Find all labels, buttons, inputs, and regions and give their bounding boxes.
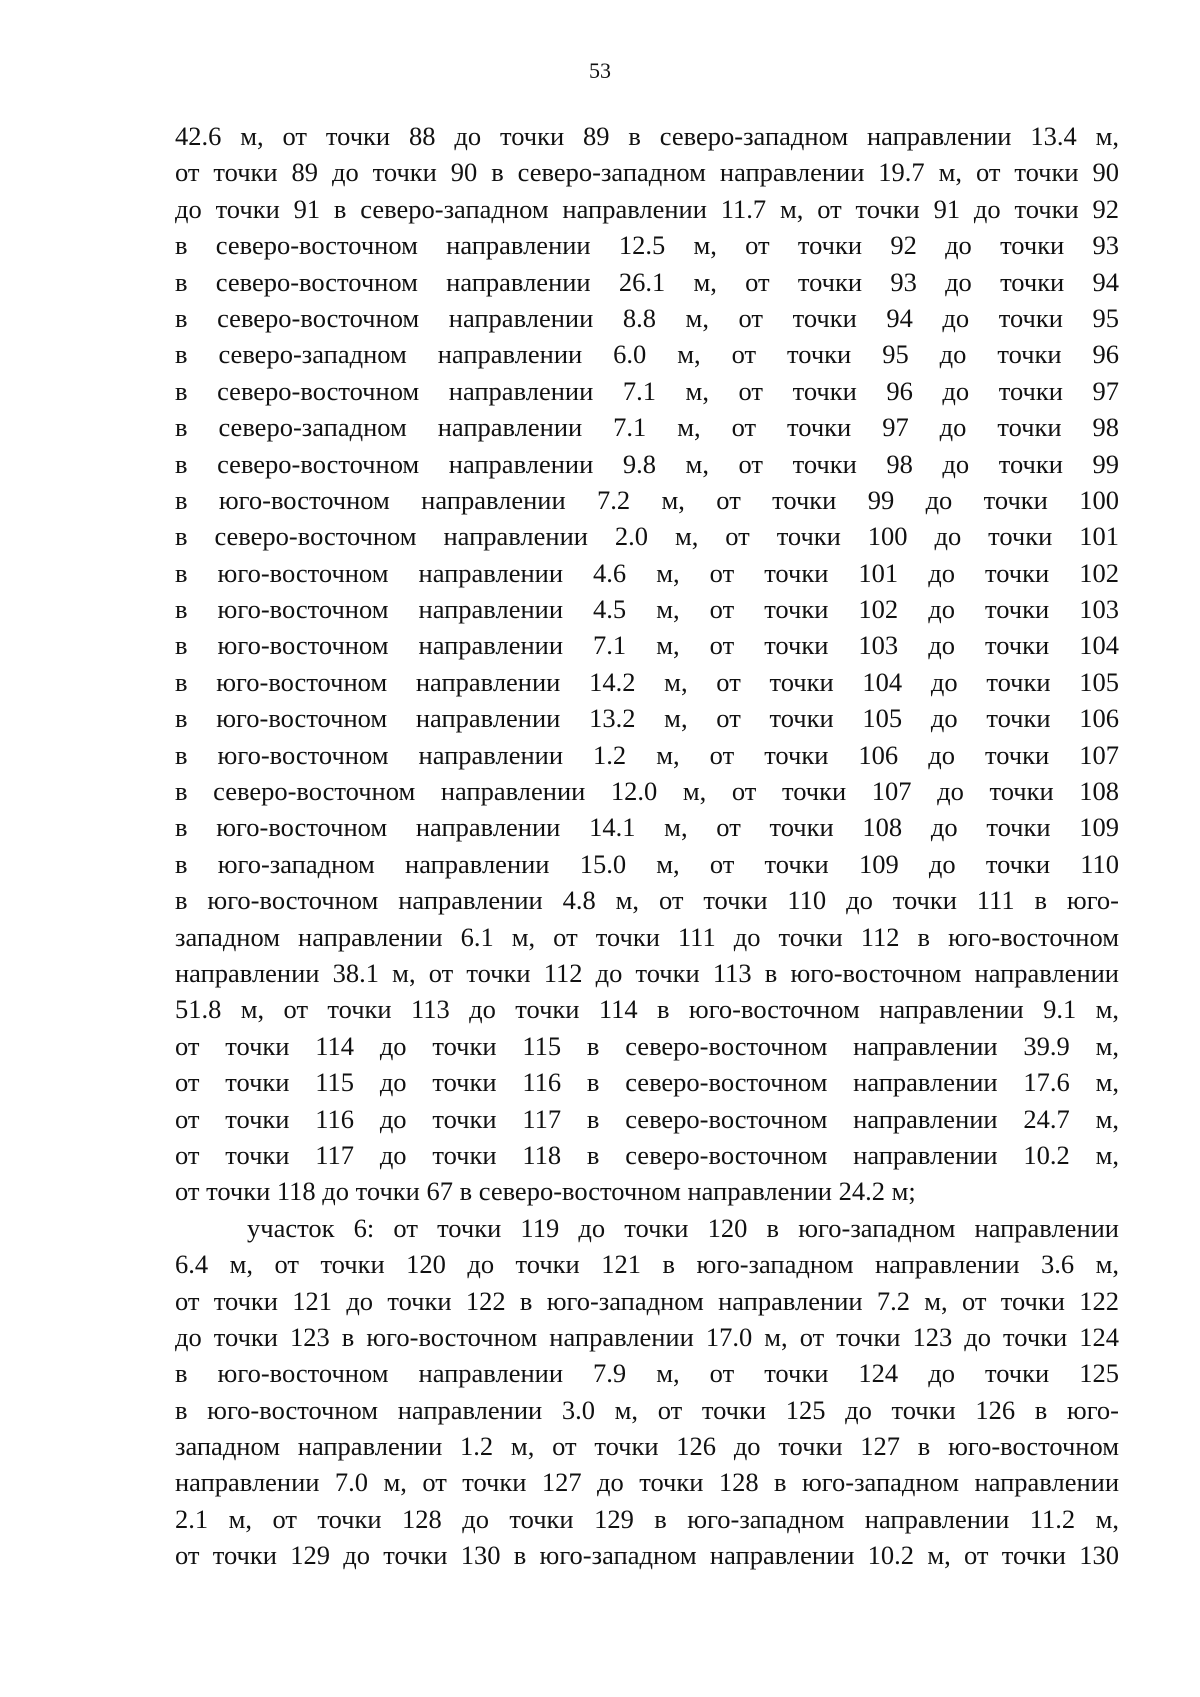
text-line: от точки 89 до точки 90 в северо-западном направлении 19.7 м, от точки 90 — [175, 157, 1119, 188]
text-line: в северо-западном направлении 6.0 м, от точки 95 до точки 96 — [175, 339, 1119, 370]
text-line: в юго-восточном направлении 13.2 м, от точки 105 до точки 106 — [175, 703, 1119, 734]
text-line: от точки 114 до точки 115 в северо-восточном направлении 39.9 м, — [175, 1030, 1119, 1061]
text-line: от точки 117 до точки 118 в северо-восточном направлении 10.2 м, — [175, 1139, 1119, 1170]
text-line: в северо-восточном направлении 7.1 м, от точки 96 до точки 97 — [175, 375, 1119, 406]
text-line: от точки 118 до точки 67 в северо-восточном направлении 24.2 м; — [175, 1176, 916, 1207]
text-line: в юго-восточном направлении 14.2 м, от точки 104 до точки 105 — [175, 666, 1119, 697]
text-line: 42.6 м, от точки 88 до точки 89 в северо-западном направлении 13.4 м, — [175, 121, 1119, 151]
text-line: от точки 115 до точки 116 в северо-восточном направлении 17.6 м, — [175, 1067, 1119, 1098]
text-line: в северо-восточном направлении 8.8 м, от точки 94 до точки 95 — [175, 302, 1119, 333]
text-line: в северо-восточном направлении 12.5 м, от точки 92 до точки 93 — [175, 230, 1119, 261]
text-line: в юго-восточном направлении 7.9 м, от точки 124 до точки 125 — [175, 1358, 1119, 1389]
text-line: в северо-восточном направлении 2.0 м, от точки 100 до точки 101 — [175, 521, 1119, 552]
text-line: в юго-восточном направлении 7.1 м, от точки 103 до точки 104 — [175, 630, 1119, 661]
text-line: до точки 91 в северо-западном направлении 11.7 м, от точки 91 до точки 92 — [175, 193, 1119, 224]
page-number: 53 — [589, 58, 611, 83]
text-line: в северо-восточном направлении 9.8 м, от точки 98 до точки 99 — [175, 448, 1119, 479]
text-line: западном направлении 6.1 м, от точки 111 до точки 112 в юго-восточном — [175, 921, 1119, 952]
paragraph — [175, 118, 1119, 1210]
document-body — [175, 118, 1119, 1574]
text-line: в юго-восточном направлении 4.5 м, от точки 102 до точки 103 — [175, 594, 1119, 625]
paragraph — [175, 1210, 1119, 1574]
text-line: в юго-восточном направлении 3.0 м, от точки 125 до точки 126 в юго- — [175, 1394, 1119, 1425]
text-line: в юго-восточном направлении 7.2 м, от точки 99 до точки 100 — [175, 484, 1119, 515]
text-line: до точки 123 в юго-восточном направлении 17.0 м, от точки 123 до точки 124 — [175, 1321, 1119, 1352]
text-line: в юго-восточном направлении 4.8 м, от точки 110 до точки 111 в юго- — [175, 885, 1119, 916]
text-line: в северо-восточном направлении 26.1 м, от точки 93 до точки 94 — [175, 266, 1119, 297]
text-line: от точки 116 до точки 117 в северо-восточном направлении 24.7 м, — [175, 1103, 1119, 1134]
text-line: 51.8 м, от точки 113 до точки 114 в юго-восточном направлении 9.1 м, — [175, 994, 1119, 1025]
text-line: в северо-восточном направлении 12.0 м, от точки 107 до точки 108 — [175, 776, 1119, 807]
text-line: в северо-западном направлении 7.1 м, от точки 97 до точки 98 — [175, 412, 1119, 443]
text-line: западном направлении 1.2 м, от точки 126 до точки 127 в юго-восточном — [175, 1431, 1119, 1462]
text-line: в юго-западном направлении 15.0 м, от точки 109 до точки 110 — [175, 848, 1119, 879]
text-line: в юго-восточном направлении 1.2 м, от точки 106 до точки 107 — [175, 739, 1119, 770]
text-line: от точки 121 до точки 122 в юго-западном направлении 7.2 м, от точки 122 — [175, 1285, 1119, 1316]
text-line: участок 6: от точки 119 до точки 120 в юго-западном направлении — [247, 1212, 1119, 1243]
text-line: направлении 7.0 м, от точки 127 до точки 128 в юго-западном направлении — [175, 1467, 1119, 1498]
text-line: в юго-восточном направлении 14.1 м, от точки 108 до точки 109 — [175, 812, 1119, 843]
text-line: в юго-восточном направлении 4.6 м, от точки 101 до точки 102 — [175, 557, 1119, 588]
text-line: направлении 38.1 м, от точки 112 до точки 113 в юго-восточном направлении — [175, 957, 1119, 988]
text-line: 6.4 м, от точки 120 до точки 121 в юго-западном направлении 3.6 м, — [175, 1249, 1119, 1280]
text-line: от точки 129 до точки 130 в юго-западном направлении 10.2 м, от точки 130 — [175, 1540, 1119, 1571]
text-line: 2.1 м, от точки 128 до точки 129 в юго-западном направлении 11.2 м, — [175, 1503, 1119, 1534]
